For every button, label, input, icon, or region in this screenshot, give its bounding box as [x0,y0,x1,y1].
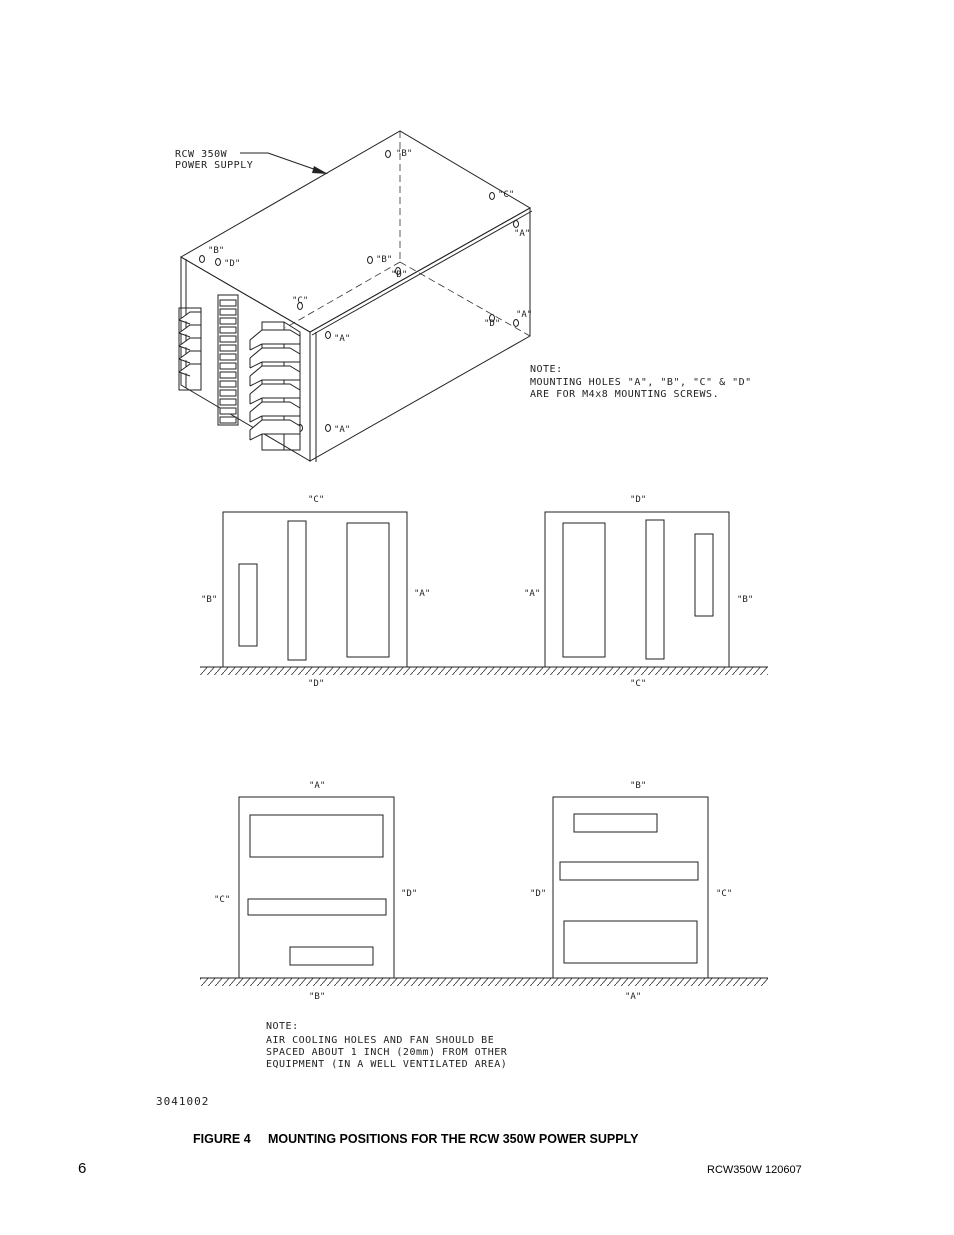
heatsink-fin [250,330,300,350]
hole-label-a: "A" [334,334,351,344]
view-label-bottom: "C" [630,679,647,689]
terminal-slot [560,862,698,880]
view-label-top: "C" [308,495,325,505]
terminal-slot [288,521,306,660]
terminal-screw [220,309,236,315]
terminal-screw [220,381,236,387]
view-label-top: "D" [630,495,647,505]
end-view-2 [524,495,753,689]
terminal-screw [220,300,236,306]
note-line: AIR COOLING HOLES AND FAN SHOULD BE [266,1035,495,1046]
hole-label-d: "D" [391,270,408,280]
view-label-top: "B" [630,781,647,791]
terminal-screw [220,363,236,369]
hole-label-d: "D" [224,259,241,269]
terminal-screw [220,372,236,378]
view-label-top: "A" [309,781,326,791]
terminal-slot [290,947,373,965]
isometric-view [175,131,532,462]
terminal-screw [220,390,236,396]
terminal-screw [220,354,236,360]
view-label-left: "D" [530,889,547,899]
ground-hatch [200,667,768,675]
terminal-slot [347,523,389,657]
mounting-hole [490,193,495,200]
terminal-fin [179,312,201,324]
view-label-left: "A" [524,589,541,599]
heatsink-fin [250,402,300,422]
terminal-block-left [179,308,201,390]
terminal-screw [220,399,236,405]
view-label-bottom: "B" [309,992,326,1002]
page-number: 6 [78,1160,87,1177]
hidden-edge-right [400,262,533,336]
terminal-slot [574,814,657,832]
end-view-4 [530,781,732,1002]
end-view-3 [214,781,417,1002]
hole-label-a: "A" [334,425,351,435]
terminal-slot [646,520,664,659]
callout-label-line1: RCW 350W [175,149,228,160]
note-mounting [530,364,752,400]
heatsink-fin [250,384,300,404]
hole-label-b: "B" [376,255,393,265]
terminal-screw [220,327,236,333]
view-outline [239,797,394,978]
figure-caption: FIGURE 4 MOUNTING POSITIONS FOR THE RCW 350W POWER SUPPLY [193,1132,639,1146]
note-heading: NOTE: [266,1021,299,1032]
heatsink-fin [250,420,300,440]
mounting-hole [216,259,221,266]
terminal-slot [248,899,386,915]
document-id: RCW350W 120607 [707,1164,802,1176]
terminal-fin [179,338,201,350]
note-line: SPACED ABOUT 1 INCH (20mm) FROM OTHER [266,1047,508,1058]
view-label-right: "C" [716,889,733,899]
view-label-bottom: "D" [308,679,325,689]
hole-label-d: "D" [484,319,501,329]
terminal-slot [250,815,383,857]
view-label-right: "B" [737,595,754,605]
mounting-hole [386,151,391,158]
callout-arrowhead [312,166,328,174]
drawing-number: 3041002 [156,1095,210,1108]
terminal-slot [239,564,257,646]
terminal-screw [220,318,236,324]
note-line: MOUNTING HOLES "A", "B", "C" & "D" [530,377,752,388]
terminal-strip-center [218,295,238,425]
mounting-hole [326,425,331,432]
note-line: EQUIPMENT (IN A WELL VENTILATED AREA) [266,1059,508,1070]
terminal-screw [220,336,236,342]
mounting-hole [326,332,331,339]
terminal-slot [563,523,605,657]
terminal-block-right [250,322,300,450]
callout-label-line2: POWER SUPPLY [175,160,254,171]
hole-label-a: "A" [516,310,533,320]
terminal-fin [179,351,201,363]
heatsink-fin [250,348,300,368]
hole-label-b: "B" [208,246,225,256]
end-view-1 [201,495,430,689]
view-label-left: "B" [201,595,218,605]
view-label-right: "A" [414,589,431,599]
terminal-screw [220,417,236,423]
view-outline [545,512,729,667]
mounting-hole [514,221,519,228]
hole-label-c: "C" [498,190,515,200]
ground-hatch [200,978,768,986]
note-line: ARE FOR M4x8 MOUNTING SCREWS. [530,389,720,400]
terminal-fin [179,364,201,376]
view-label-bottom: "A" [625,992,642,1002]
hole-label-a: "A" [514,229,531,239]
view-label-right: "D" [401,889,418,899]
heatsink-fin [250,366,300,386]
hole-label-c: "C" [292,296,309,306]
mounting-hole [514,320,519,327]
note-heading: NOTE: [530,364,563,375]
note-cooling [266,1021,508,1070]
mounting-hole [200,256,205,263]
mounting-hole [368,257,373,264]
view-outline [223,512,407,667]
view-outline [553,797,708,978]
terminal-screw [220,345,236,351]
hole-label-b: "B" [396,149,413,159]
terminal-screw [220,408,236,414]
terminal-slot [695,534,713,616]
view-label-left: "C" [214,895,231,905]
terminal-slot [564,921,697,963]
mounting-holes [200,151,519,432]
box-top-inner-edge [312,211,532,335]
terminal-fin [179,325,201,337]
